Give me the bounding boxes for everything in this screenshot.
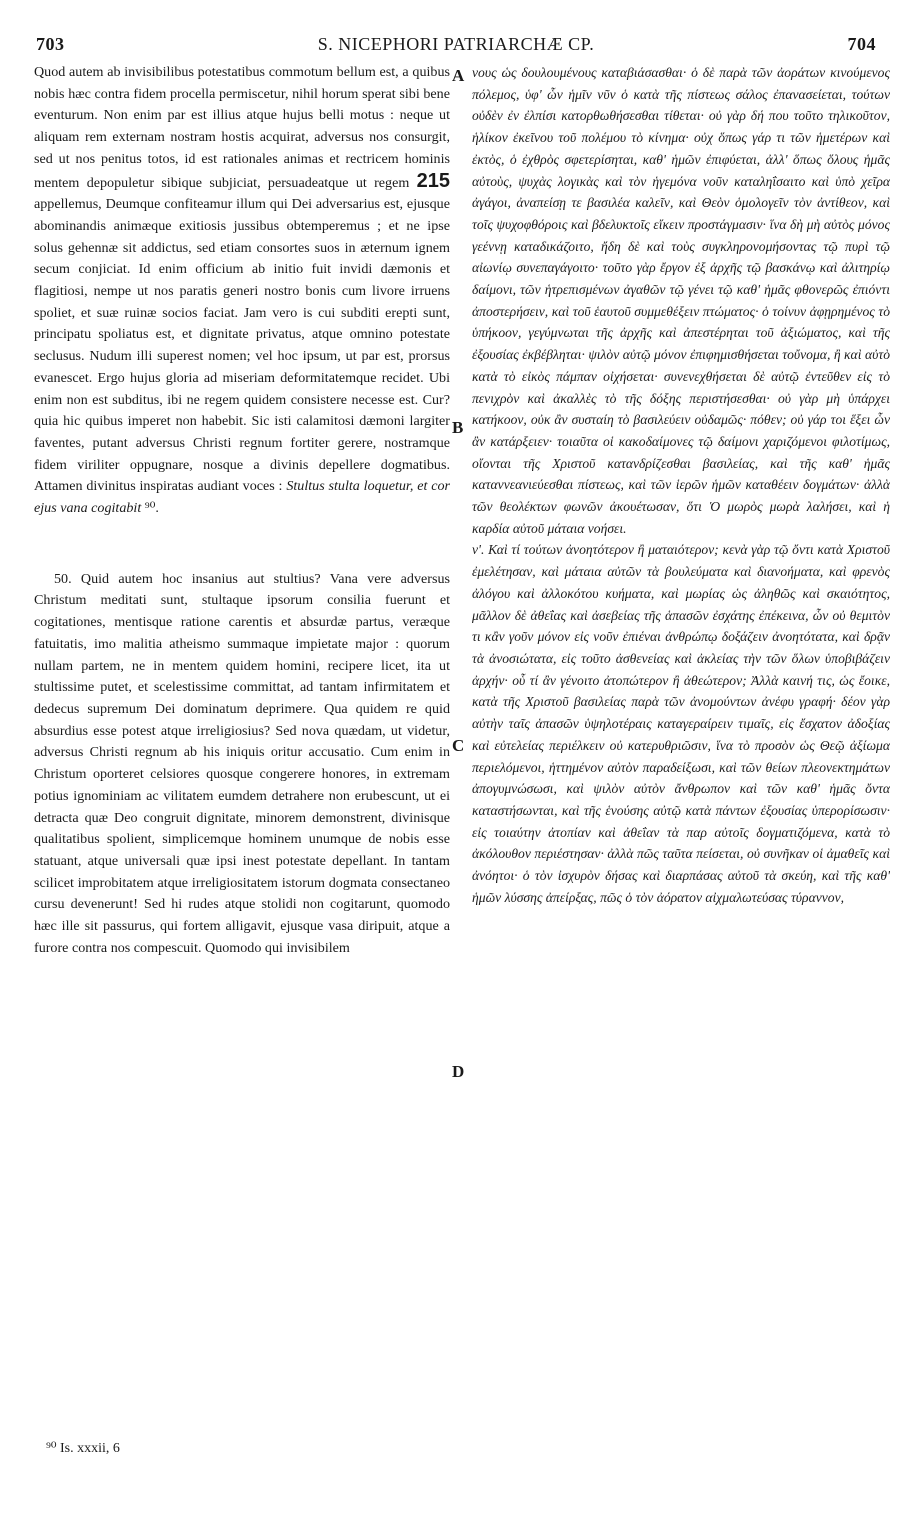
greek-paragraph-1: νους ὡς δουλουμένους καταβιάσασθαι· ὁ δὲ παρὰ τῶν ἀοράτων κινούμενος πόλεμος, ὑφ' ὧν ἡμῖν νῦν ὁ κατὰ τῆς πίστεως σάλος ἐπανασείεται, τούτων οὐδὲν ἐν ἐλπίσι κατορθωθήσεσθαι τίθεται· οὐ γὰρ δή που τοῦτο τηλικοῦτον, ἡλίκον ἐκεῖνου τοῦ πολέμου τὸ κίνημα· οὐχ ὅπως γάρ τι τῶν ἡμετέρων καὶ ἐκτὸς, ὁ ἐχθρὸς σφετερίσηται, καθ' ἡμῶν ἐπιφύεται, ἀλλ' ὅπως ὅλους ἡμᾶς αὐτοὺς, ψυχὰς λογικὰς καὶ τὸν ἡγεμόνα νοῦν καταληΐσαιτο καὶ ὑπὸ χεῖρα ἀγάγοι, ἀναπείσῃ τε βασιλέα καλεῖν, καὶ Θεὸν ὁμολογεῖν τὸν ἀντίθεον, καὶ τοῖς ψυχοφθόροις καὶ βδελυκτοῖς εἴκειν προστάγμασιν· ἵνα δὴ μὴ αὐτὸς μόνος γεέννῃ καταδικάζοιτο, ἤδη δὲ καὶ τοὺς συγκληρονομήσοντας τῷ πυρὶ τῷ αἰωνίῳ συνεπαγάγοιτο· τοῦτο γὰρ ἔργον ἐξ ἀρχῆς τῷ βασκάνῳ καὶ ἀλιτηρίῳ δαίμονι, τῶν ἡτρεπισμένων ἀγαθῶν τῷ γένει τῷ καθ' ἡμᾶς φθονερῶς ἐπιόντι ἀποστερήσειν, καὶ τοῦ ἑαυτοῦ συμμεθέξειν πτώματος· ὁ τοίνυν ἀφῃρημένος τὸ ὑπήκοον, γεγύμνωται τῆς ἀρχῆς καὶ ἀπεστέρηται τοῦ ἀξιώματος, καὶ τῆς ἐξουσίας ἐκβέβληται· ψιλὸν αὐτῷ μόνον ἐπιφημισθήσεται τοὔνομα, ἢ καὶ αὐτὸ κατὰ τὸ εἰκὸς πάμπαν οἰχήσεται· συνενεχθήσεται δὲ αὐτῷ ἐντεῦθεν εἰς τὸ πενιχρὸν καὶ ἀκαλλὲς τὸ τῆς δόξης περιστήσεσθαι· οὐ γὰρ μὴ ὑπάρχει κατήκοον, οὐκ ἂν συσταίη τὸ βασιλεύειν οὐδαμῶς· πόθεν; οὐ γάρ τοι ἕξει ὧν ἂν κατάρξειεν· τοιαῦτα οἱ κακοδαίμονες τῷ δαίμονι χαριζόμενοι φιλοτίμως, οἴονται τῆς Χριστοῦ κατανδρίζεσθαι βασιλείας, καὶ τῆς καθ' ἡμᾶς καταννεανιεύεσθαι πίστεως, καὶ τῶν ἱερῶν ἡμῶν καταθέειν δογμάτων· ἀλλὰ τῶν θεολέκτων φωνῶν ἀκουέτωσαν, ὅτι Ὁ μωρὸς μωρὰ λαλήσει, καὶ ἡ καρδία αὐτοῦ μάταια νοήσει. (472, 65, 890, 536)
latin-p1-end: appellemus, Deumque confiteamur illum qui Dei adversarius est, ejusque abominandis animæque exitiosis jussibus obtemperemus ; et ne ipse solus gehennæ sit addictus, sed etiam consortes suos in æternum ignem secum conjiciat. Id enim officium ab initio fuit invidi dæmonis et flagitiosi, nempe ut nos paratis generi nostro bonis cum livore irruens spoliet, et suæ ruinæ socios faciat. Jam vero is cui subditi erepti sunt, principatu spoliatus est, et dignitate privatus, atque omnino potestate seclusus. Nudum illi superest nomen; vel hoc ipsum, ut par est, prorsus evanescet. Ergo hujus gloria ad miseriam deformitatemque recidet. Ubi enim non est subditus, ibi ne regem quidem consistere necesse est. Cur? quia hic quibus imperet non habebit. Sic isti calamitosi dæmoni largiter faventes, putant adversus Christi regnum fortiter gerere, nostramque fidem viriliter oppugnare, nosque a divinis depellere dogmatibus. Attamen divinitus inspiratas audiant voces : (34, 196, 450, 495)
greek-column (472, 62, 890, 1482)
column-number: 215 (416, 169, 450, 192)
running-title: S. NICEPHORI PATRIARCHÆ CP. (317, 34, 595, 54)
page-number-right: 704 (847, 34, 876, 54)
latin-p1-start: Quod autem ab invisibilibus potestatibus commotum bellum est, a quibus nobis hæc contra fidem procella permiscetur, nihil horum sperat sibi bene eventurum. Non enim par est illius atque hujus belli motus : neque ut aliquam rem externam nostram hostis acquirat, adversus nos consurgit, sed ut nos penitus totos, id est rationales animas et rectricem hominis mentem depopuletur sibique subjiciat, persuadeatque ut regem (34, 64, 450, 191)
latin-scripture-quote: Stultus stulta loquetur, et cor ejus vana cogitabit (34, 478, 450, 517)
page-header (36, 34, 876, 60)
column-marker-d: D (452, 1062, 465, 1081)
column-marker-a: A (452, 66, 465, 85)
page-number-left: 703 (36, 34, 65, 54)
column-marker-b: B (452, 418, 464, 437)
greek-paragraph-2: ν'. Καὶ τί τούτων ἀνοητότερον ἢ ματαιότερον; κενὰ γὰρ τῷ ὄντι κατὰ Χριστοῦ ἐμελέτησαν, καὶ μάταια αὐτῶν τὰ βουλεύματα καὶ διανοήματα, καὶ φρενὸς ἀλόγου καὶ ἀλλοκότου κυήματα, καὶ μωρίας ὡς ἀληθῶς καὶ σκαιότητος, μᾶλλον δὲ ἀθεΐας καὶ ἀσεβείας τῆς ἁπασῶν ἐσχάτης ἐπέκεινα, ὧν οὐ θεμιτὸν τι κἂν γοῦν μόνον εἰς νοῦν ἐπιέναι ἀνθρώπῳ δοξάζειν ἀνοητότατα, καὶ δρᾷν τὰ ἀνοσιώτατα, εἰς τοῦτο ἀσθενείας καὶ ἀκλείας τὴν τῶν ὅλων ὑποβιβάζειν ἀρχήν· οὗ τί ἂν γένοιτο ἀτοπώτερον ἢ ἀθεώτερον; Ἀλλὰ καινή τις, ὡς ἔοικε, κατὰ τῆς Χριστοῦ βασιλείας παρὰ τῶν ἀνομούντων ἀνέφυ γραφή· δέον γὰρ αὐτὴν ταῖς ἁπασῶν ὑψηλοτέραις καταγεραίρειν τιμαῖς, εἰς ἔσχατον ἀδοξίας καὶ εὐτελείας περιέλκειν οὐ κατερυθριῶσιν, ἵνα τὸ προσὸν ὡς Θεῷ ἀξίωμα περιελόμενοι, ἡττημένον αὐτὸν παραδείξωσι, καὶ τῶν θείων πλεονεκτημάτων ἀπογυμνώσωσι, καὶ ψιλὸν αὐτὸν ἄνθρωπον καὶ τῶν καθ' ἡμᾶς ὄντα καταστήσωνται, καὶ τῆς ἑνούσης αὐτῷ κατὰ πάντων ἐξουσίας ὑπερορίσωσιν· εἰς τοιαύτην ἀτοπίαν καὶ ἀθεΐαν τὰ παρ αὐτοῖς δογματιζόμενα, κατὰ τὸ ἀκόλουθον περιέστησαν· ἀλλὰ πῶς ταῦτα πείσεται, οὐ συνῆκαν οἱ ἀμαθεῖς καὶ ἀνόητοι· ὁ τὸν ἰσχυρὸν δήσας καὶ διαρπάσας αὐτοῦ τὰ σκεύη, καὶ τῆς καθ' ἡμῶν λύσσης ἀπείρξας, πῶς ὁ τὸν ἀόρατον αἰχμαλωτεύσας τύραννον, (472, 542, 890, 905)
column-marker-c: C (452, 736, 465, 755)
latin-paragraph-2: 50. Quid autem hoc insanius aut stultius? Vana vere adversus Christum meditati sunt, stultaque ipsorum consilia fuerunt et cogitationes, mentisque ratione carentis et absurdæ partus, veræque fatuitatis, imo malitia atheismo summaque impietate major : quorum nullam partem, ne in mentem quidem homini, recipere licet, ita ut stultissime putet, et scelestissime committat, ad tantam infirmitatem et dedecus supremum Dei dominatum deprimere. Qua quidem re quid absurdius esse potest atque irreligiosius? Sed nova quædam, ut videtur, adversus Christi regnum ab his iniquis oritur accusatio. Cum enim in Christum oporteret celsiores quosque congerere honores, in extremam potius ignominiam ac vilitatem eumdem detrahere non erubescunt, ut ei detracta quæ Deo congruit dignitate, minorem demonstrent, divinisque qualitatibus spolient, simplicemque hominem unumque de nobis esse statuant, atque universali quæ ipsi inest potestate depellant. In tantam scilicet improbitatem atque irreligiositatem istorum dogmata consectaneo cursu devenerunt! Sed hi rudes atque stolidi non cogitarunt, quomodo hæc ille sit passurus, qui fortem alligavit, ejusque vasa diripuit, atque a furore contra nos compescuit. Quomodo qui invisibilem (34, 570, 450, 956)
footnote: ⁹⁰ Is. xxxii, 6 (46, 1441, 120, 1456)
latin-column (34, 62, 450, 1472)
latin-paragraph-1 (34, 62, 450, 520)
latin-note-ref: ⁹⁰. (144, 500, 159, 517)
